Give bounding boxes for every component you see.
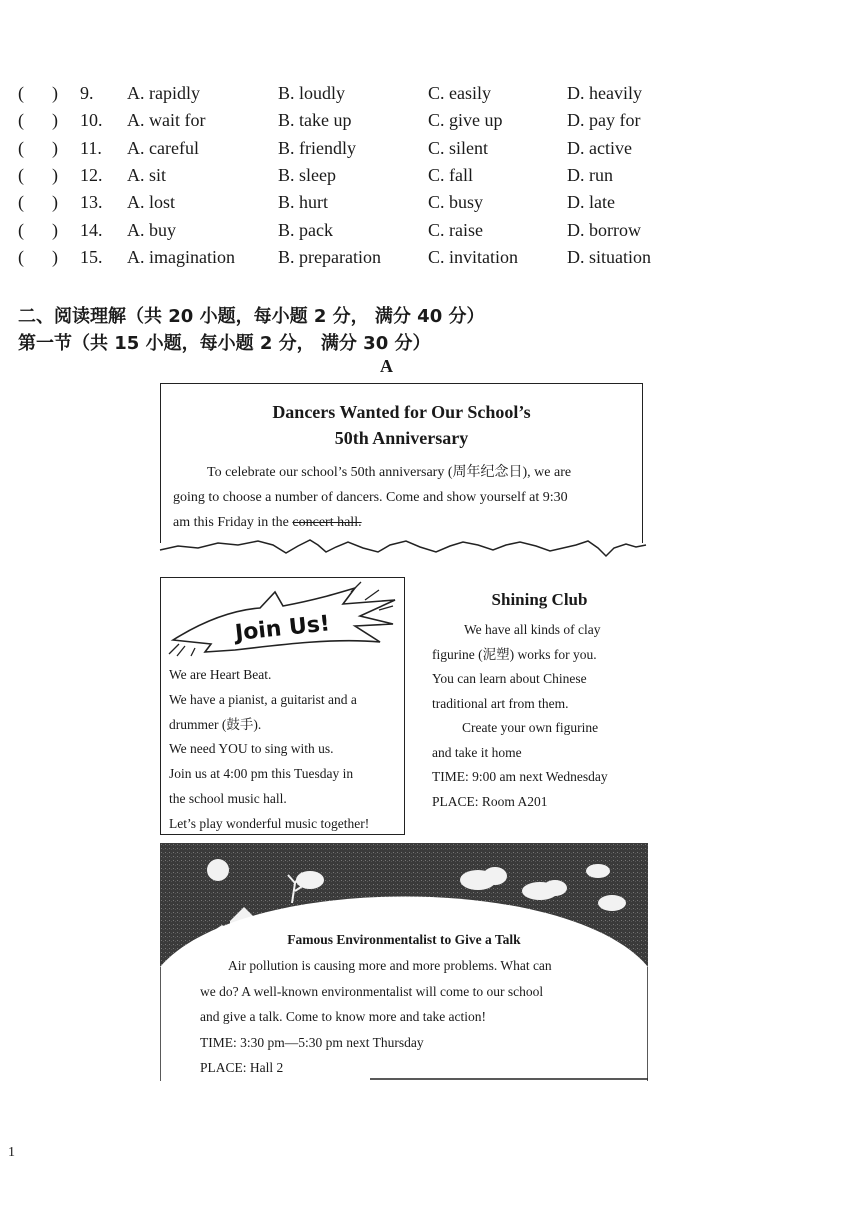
environmentalist-body <box>200 953 640 1081</box>
option-c: C. fall <box>428 164 473 185</box>
answer-paren-close: ) <box>52 246 58 267</box>
option-c: C. busy <box>428 192 484 213</box>
shining-club-lines <box>432 618 647 814</box>
option-b: B. take up <box>278 110 352 131</box>
answer-paren-close: ) <box>52 192 58 213</box>
answer-paren-open: ( <box>18 219 24 240</box>
option-c: C. invitation <box>428 246 518 267</box>
shining-club-line: figurine (泥塑) works for you. <box>432 646 597 662</box>
section-title: 二、阅读理解（共 20 小题，每小题 2 分， 满分 40 分） <box>18 306 485 327</box>
question-row <box>0 83 700 109</box>
answer-paren-open: ( <box>18 164 24 185</box>
dancers-body-line: To celebrate our school’s 50th anniversary (周年纪念日), we are <box>207 465 572 480</box>
dancers-body-line <box>173 510 633 535</box>
heart-beat-line: Join us at 4:00 pm this Tuesday in <box>169 766 354 782</box>
question-row <box>0 110 700 136</box>
join-us-burst-graphic <box>165 580 401 658</box>
option-b: B. friendly <box>278 137 356 158</box>
heart-beat-lines <box>169 663 404 837</box>
option-b: B. preparation <box>278 246 381 267</box>
question-number: 15. <box>80 246 103 267</box>
option-b: B. loudly <box>278 83 346 103</box>
environmentalist-line: PLACE: Hall 2 <box>200 1060 284 1075</box>
dancers-body-line: going to choose a number of dancers. Come and show yourself at 9:30 <box>173 490 568 505</box>
heart-beat-line: We are Heart Beat. <box>169 667 272 682</box>
option-d: D. run <box>567 164 613 185</box>
heart-beat-line: drummer (鼓手). <box>169 716 262 732</box>
question-number: 13. <box>80 192 103 213</box>
join-us-text: Join Us! <box>233 611 332 647</box>
option-c: C. silent <box>428 137 489 158</box>
question-number: 11. <box>80 137 102 158</box>
shining-club-notice <box>432 590 647 814</box>
option-a: A. imagination <box>127 246 235 267</box>
answer-paren-close: ) <box>52 137 58 158</box>
option-d: D. late <box>567 192 615 213</box>
environmentalist-line: and give a talk. Come to know more and take action! <box>200 1009 487 1024</box>
option-a: A. buy <box>127 219 176 240</box>
shining-club-line: and take it home <box>432 744 522 760</box>
shining-club-line: You can learn about Chinese <box>432 671 587 686</box>
question-row <box>0 165 700 191</box>
dancers-notice <box>160 383 643 543</box>
question-row <box>0 138 700 164</box>
option-a: A. careful <box>127 137 199 158</box>
question-row <box>0 192 700 218</box>
heart-beat-notice <box>160 577 405 835</box>
environmentalist-line: TIME: 3:30 pm—5:30 pm next Thursday <box>200 1034 424 1050</box>
option-b: B. hurt <box>278 192 329 213</box>
subsection-title: 第一节（共 15 小题，每小题 2 分， 满分 30 分） <box>18 333 431 354</box>
environmentalist-title: Famous Environmentalist to Give a Talk <box>287 932 521 947</box>
option-a: A. rapidly <box>127 83 200 103</box>
option-c: C. raise <box>428 219 483 240</box>
dancers-title-line2: 50th Anniversary <box>334 428 469 448</box>
dancers-title-line1: Dancers Wanted for Our School’s <box>272 402 531 422</box>
shining-club-line: TIME: 9:00 am next Wednesday <box>432 769 608 784</box>
shining-club-line: traditional art from them. <box>432 695 569 711</box>
dancers-body-text: am this Friday in the <box>173 515 289 530</box>
option-a: A. lost <box>127 192 176 213</box>
answer-paren-open: ( <box>18 137 24 158</box>
option-d: D. heavily <box>567 83 642 103</box>
passage-label: A <box>380 356 393 376</box>
environmentalist-notice <box>160 843 648 1081</box>
environmentalist-line: we do? A well-known environmentalist will come to our school <box>200 983 544 999</box>
option-c: C. give up <box>428 110 503 131</box>
option-c: C. easily <box>428 83 491 103</box>
shining-club-title: Shining Club <box>491 590 588 609</box>
torn-edge-decoration <box>158 536 648 566</box>
option-d: D. situation <box>567 246 651 267</box>
dancers-body <box>173 460 633 535</box>
heart-beat-line: We need YOU to sing with us. <box>169 741 334 757</box>
answer-paren-open: ( <box>18 192 24 213</box>
shining-club-line: PLACE: Room A201 <box>432 793 548 809</box>
shining-club-line: We have all kinds of clay <box>464 622 601 637</box>
answer-paren-close: ) <box>52 83 58 103</box>
answer-paren-open: ( <box>18 83 24 103</box>
question-row <box>0 247 700 273</box>
heart-beat-line: We have a pianist, a guitarist and a <box>169 691 357 707</box>
heart-beat-line: Let’s play wonderful music together! <box>169 815 370 831</box>
option-a: A. sit <box>127 164 167 185</box>
question-number: 12. <box>80 164 103 185</box>
option-d: D. borrow <box>567 219 641 240</box>
answer-paren-open: ( <box>18 246 24 267</box>
question-number: 14. <box>80 219 103 240</box>
answer-paren-open: ( <box>18 110 24 131</box>
question-row <box>0 220 700 246</box>
option-b: B. pack <box>278 219 333 240</box>
page-number: 1 <box>8 1145 15 1160</box>
answer-paren-close: ) <box>52 219 58 240</box>
option-b: B. sleep <box>278 164 336 185</box>
option-a: A. wait for <box>127 110 206 131</box>
option-d: D. pay for <box>567 110 641 131</box>
shining-club-line: Create your own figurine <box>462 720 599 735</box>
answer-paren-close: ) <box>52 110 58 131</box>
option-d: D. active <box>567 137 632 158</box>
moon-icon <box>207 859 229 881</box>
question-number: 10. <box>80 110 103 131</box>
answer-paren-close: ) <box>52 164 58 185</box>
dancers-struck-text: concert hall. <box>292 515 362 530</box>
question-number: 9. <box>80 83 94 103</box>
environmentalist-line: Air pollution is causing more and more problems. What can <box>228 958 552 973</box>
heart-beat-line: the school music hall. <box>169 790 287 806</box>
